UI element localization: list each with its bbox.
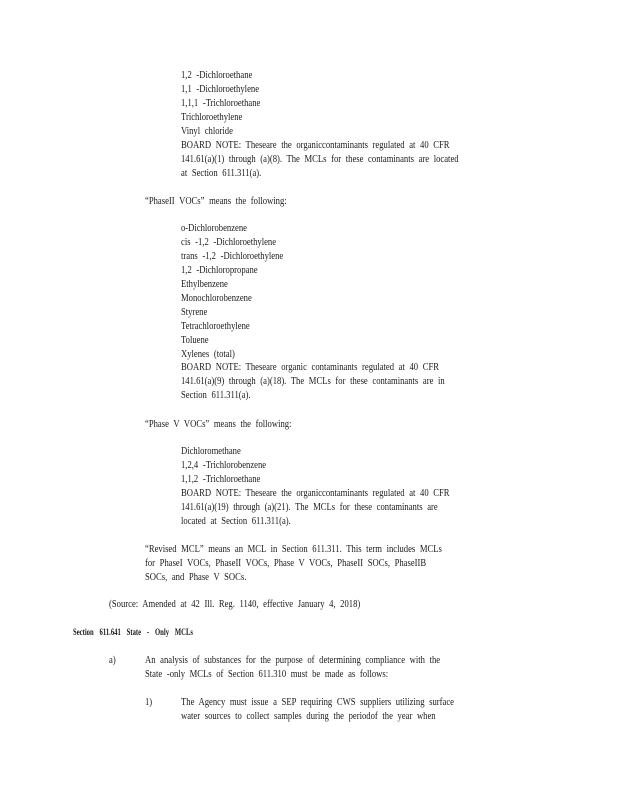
board-note-line: 141.61(a)(1) through (a)(8). The MCLs for these contaminants are located [181, 154, 459, 165]
board-note-line: BOARD NOTE: Theseare the organiccontaminants regulated at 40 CFR [181, 140, 450, 151]
list-item: Monochlorobenzene [181, 293, 252, 304]
list-item: Ethylbenzene [181, 279, 228, 290]
list-item: 1,2,4 -Trichlorobenzene [181, 460, 267, 471]
source-note: (Source: Amended at 42 Ill. Reg. 1140, effective January 4, 2018) [109, 599, 361, 610]
board-note-line: 141.61(a)(9) through (a)(18). The MCLs for these contaminants are in [181, 376, 445, 387]
paragraph-line: An analysis of substances for the purpose of determining compliance with the [145, 655, 441, 666]
definition-heading: “PhaseII VOCs” means the following: [145, 196, 287, 207]
list-item: 1,2 -Dichloroethane [181, 70, 253, 81]
board-note-line: at Section 611.311(a). [181, 168, 262, 179]
board-note-line: Section 611.311(a). [181, 390, 251, 401]
board-note-line: BOARD NOTE: Theseare organic contaminants regulated at 40 CFR [181, 362, 440, 373]
paragraph-line: The Agency must issue a SEP requiring CWS suppliers utilizing surface [181, 697, 454, 708]
paragraph-line: State -only MCLs of Section 611.310 must be made as follows: [145, 669, 389, 680]
list-item: Dichloromethane [181, 446, 241, 457]
definition-heading: “Phase V VOCs” means the following: [145, 419, 292, 430]
board-note-line: 141.61(a)(19) through (a)(21). The MCLs for these contaminants are [181, 502, 438, 513]
list-item: o-Dichlorobenzene [181, 223, 247, 234]
revised-mcl-definition: SOCs, and Phase V SOCs. [145, 572, 247, 583]
paragraph-label: a) [109, 655, 116, 666]
revised-mcl-definition: for PhaseI VOCs, PhaseII VOCs, Phase V VOCs, PhaseII SOCs, PhaseIIB [145, 558, 427, 569]
list-item: 1,1 -Dichloroethylene [181, 84, 260, 95]
paragraph-label: 1) [145, 697, 153, 708]
list-item: 1,2 -Dichloropropane [181, 265, 258, 276]
list-item: Trichloroethylene [181, 112, 243, 123]
list-item: Tetrachloroethylene [181, 321, 250, 332]
list-item: Vinyl chloride [181, 126, 233, 137]
board-note-line: BOARD NOTE: Theseare the organiccontaminants regulated at 40 CFR [181, 488, 450, 499]
list-item: trans -1,2 -Dichloroethylene [181, 251, 284, 262]
list-item: Xylenes (total) [181, 349, 235, 360]
list-item: Toluene [181, 335, 209, 346]
list-item: Styrene [181, 307, 208, 318]
list-item: 1,1,2 -Trichloroethane [181, 474, 261, 485]
section-heading: Section 611.641 State - Only MCLs [73, 628, 194, 638]
paragraph-line: water sources to collect samples during the periodof the year when [181, 711, 436, 722]
list-item: cis -1,2 -Dichloroethylene [181, 237, 277, 248]
list-item: 1,1,1 -Trichloroethane [181, 98, 261, 109]
revised-mcl-definition: “Revised MCL” means an MCL in Section 611.311. This term includes MCLs [145, 544, 442, 555]
board-note-line: located at Section 611.311(a). [181, 516, 291, 527]
